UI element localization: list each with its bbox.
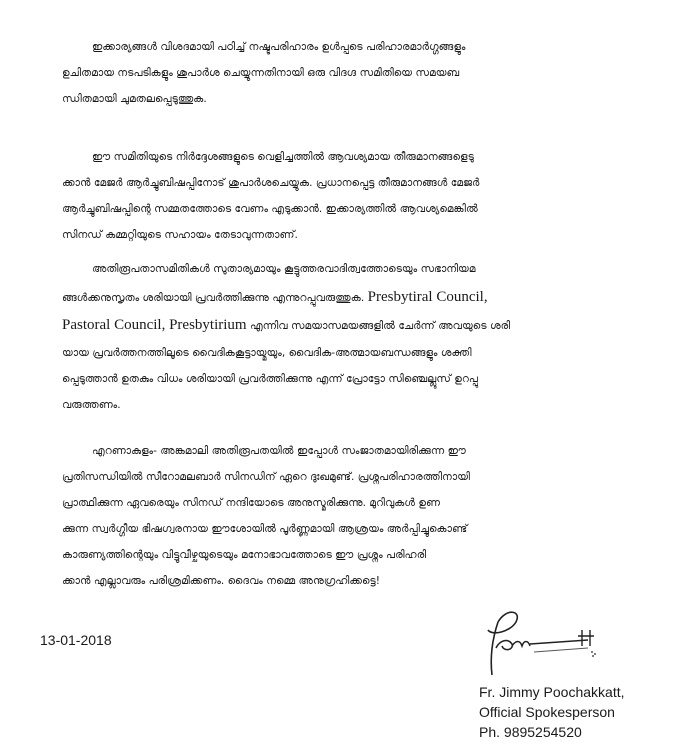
paragraph-text: എന്നിവ സമയാസമയങ്ങളിൽ ചേർന്ന് അവയുടെ ശരി — [249, 320, 511, 332]
paragraph-line: അതിരൂപതാസമിതികൾ സുതാര്യമായും കൂട്ടുത്തരവാദിത്വത്തോടെയും സഭാനിയമ — [92, 263, 476, 275]
paragraph-line: ക്കാൻ എല്ലാവരും പരിശ്രമിക്കണം. ദൈവം നമ്മെ അനുഗ്രഹിക്കട്ടെ! — [62, 575, 380, 587]
paragraph-2 — [62, 150, 678, 240]
paragraph-line: ക്കുന്ന സ്വർഗ്ഗീയ ഭിഷഗ്വരനായ ഈശോയിൽ പൂർണ്ണമായി ആശ്രയം അർപ്പിച്ചുകൊണ്ട് — [62, 523, 468, 535]
paragraph-4 — [62, 444, 678, 587]
paragraph-line: വരുത്തണം. — [62, 399, 121, 411]
signer-name: Fr. Jimmy Poochakkatt, — [479, 684, 625, 700]
paragraph-line: യായ പ്രവർത്തനത്തിലൂടെ വൈദികകൂട്ടായ്മയും, വൈദിക-അത്മായബന്ധങ്ങളും ശക്തി — [62, 347, 472, 359]
paragraph-line: ഉചിതമായ നടപടികളും ശുപാർശ ചെയ്യുന്നതിനായി ഒരു വിദഗ്ദ സമിതിയെ സമയബ — [62, 67, 460, 79]
paragraph-line: കാരുണ്യത്തിന്റെയും വിട്ടുവീഴ്ചയുടെയും മനോഭാവത്തോടെ ഈ പ്രശ്നം പരിഹരി — [62, 549, 427, 561]
signer-phone: Ph. 9895254520 — [479, 724, 582, 740]
paragraph-text-latin: Pastoral Council, Presbytirium — [62, 317, 247, 333]
paragraph-line: ആർച്ചുബിഷപ്പിന്റെ സമ്മതത്തോടെ വേണം എടുക്കാൻ. ഇക്കാര്യത്തിൽ ആവശ്യമെങ്കിൽ — [62, 203, 478, 215]
paragraph-line: ന്ധിതമായി ചുമതലപ്പെടുത്തുക. — [62, 93, 207, 105]
paragraph-line: പ്രതിസന്ധിയിൽ സീറോമലബാർ സിനഡിന് ഏറെ ദുഃഖമുണ്ട്. പ്രശ്നപരിഹാരത്തിനായി — [62, 471, 470, 483]
paragraph-line — [62, 290, 488, 305]
paragraph-line: ഇക്കാര്യങ്ങൾ വിശദമായി പഠിച്ച് നഷ്ടപരിഹാരം ഉൾപ്പടെ പരിഹാരമാർഗ്ഗങ്ങളും — [92, 41, 466, 53]
paragraph-line: പ്പെടുത്താൻ ഉതകും വിധം ശരിയായി പ്രവർത്തിക്കുന്നു എന്ന് പ്രോട്ടോ സിഞ്ചെല്ലൂസ് ഉറപ്പു — [62, 373, 478, 385]
document-date: 13-01-2018 — [40, 632, 112, 648]
paragraph-text: ങ്ങൾക്കനുസൃതം ശരിയായി പ്രവർത്തിക്കുന്നു എന്നുറപ്പുവരുത്തുക. — [62, 292, 365, 304]
paragraph-line: എറണാകുളം- അങ്കമാലി അതിരൂപതയിൽ ഇപ്പോൾ സംജാതമായിരിക്കുന്ന ഈ — [92, 445, 466, 457]
paragraph-1 — [62, 40, 678, 105]
paragraph-line: ക്കാൻ മേജർ ആർച്ചുബിഷപ്പിനോട് ശുപാർശചെയ്യുക. പ്രധാനപ്പെട്ട തീരുമാനങ്ങൾ മേജർ — [62, 177, 480, 189]
paragraph-text-latin: Presbytiral Council, — [367, 289, 488, 305]
paragraph-3 — [62, 262, 678, 412]
paragraph-line: ഈ സമിതിയുടെ നിർദ്ദേശങ്ങളുടെ വെളിച്ചത്തിൽ ആവശ്യമായ തീരുമാനങ്ങളെടു — [92, 151, 474, 163]
paragraph-line: പ്രാത്ഥിക്കുന്ന ഏവരെയും സിനഡ് നന്ദിയോടെ അനുസ്മരിക്കുന്നു. മുറിവുകൾ ഉണ — [62, 497, 441, 509]
signer-title: Official Spokesperson — [479, 704, 615, 720]
signer-block — [479, 682, 624, 742]
paragraph-line — [62, 318, 510, 333]
paragraph-line: സിനഡ് കമ്മറ്റിയുടെ സഹായം തേടാവുന്നതാണ്. — [62, 229, 298, 241]
signature — [478, 600, 628, 680]
